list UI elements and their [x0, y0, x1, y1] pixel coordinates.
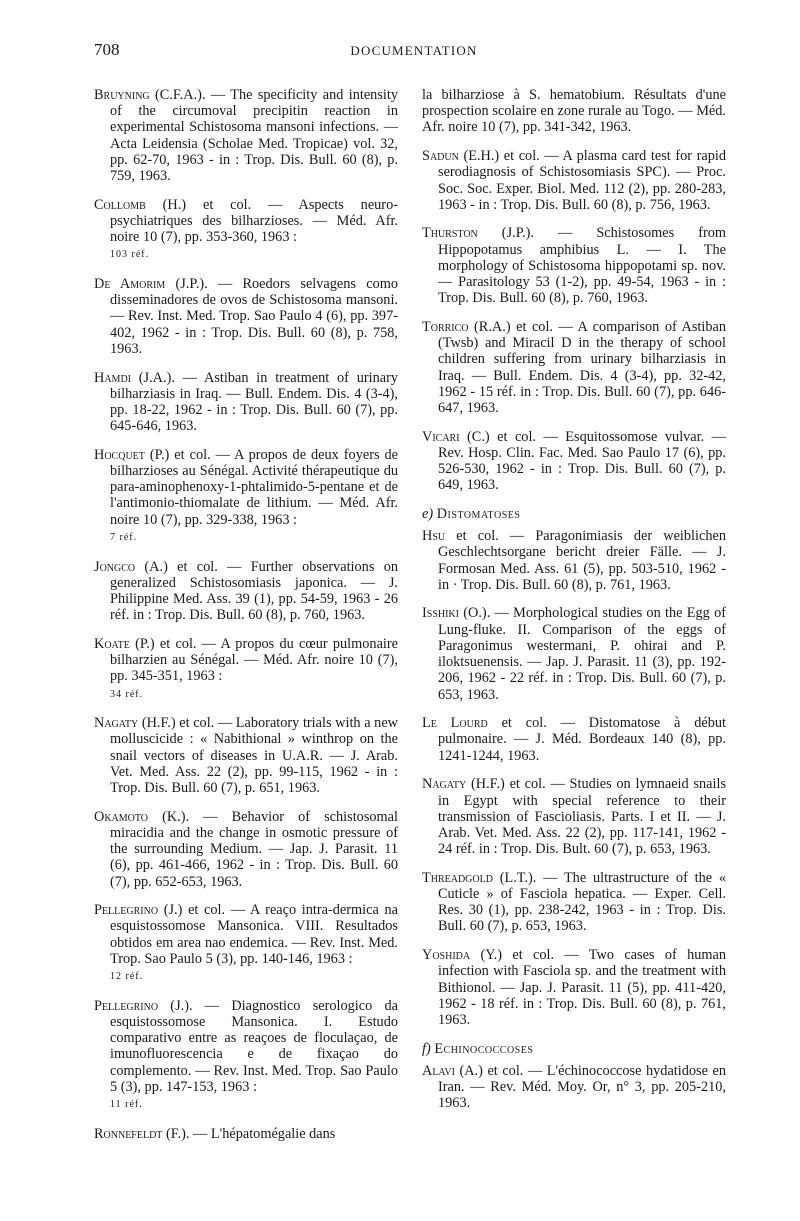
page-header [94, 40, 734, 66]
bibliography-entry [422, 319, 726, 416]
entry-author: Vicari (C.) [422, 428, 490, 445]
entry-author: Torrico (R.A.) [422, 318, 511, 335]
entry-ref-count: 34 réf. [110, 688, 144, 700]
entry-text: — The ultrastructure of the « Cuticle » of Fasciola hepatica. — Exper. Cell. Res. 30 (1), pp. 238-242, 1963 - in : Trop. Dis. Bull. 60 (7), p. 653, 1963. [438, 869, 726, 935]
section-letter: f) [422, 1040, 431, 1057]
entry-text: et col. — Distomatose à début pulmonaire. — J. Méd. Bordeaux 140 (8), pp. 1241-1244, 1963. [438, 715, 727, 764]
entry-author: Yoshida (Y.) [422, 947, 503, 964]
bibliography-entry [94, 809, 398, 890]
entry-text: et col. — A propos de deux foyers de bilharzioses au Sénégal. Activité thérapeutique du para-aminophenoxy-1-phtalimido-5-pentane et de l'antimonio-thiomalate de lithium. — Méd. Afr. noire 10 (7), pp. 329-338, 1963 : [110, 446, 398, 528]
entry-author: Threadgold (L.T.). [422, 869, 537, 886]
left-column [94, 87, 398, 1154]
entry-text: et col. — A plasma card test for rapid serodiagnosis of Schistosomiasis SPC). — Proc. Soc. Soc. Exper. Biol. Med. 112 (2), pp. 280-283, 1963 - in : Trop. Dis. Bull. 60 (8), p. 756, 1963. [438, 148, 726, 213]
entry-ref-count: 12 réf. [110, 971, 144, 983]
entry-text: et col. — Paragonimiasis der weiblichen Geschlechtsorgane bericht dreier Fälle. — J. Formosan Med. Ass. 61 (5), pp. 503-510, 1962 - in · Trop. Dis. Bull. 60 (8), p. 761, 1963. [438, 528, 726, 593]
bibliography-entry [94, 902, 398, 985]
entry-author: Hsu [422, 528, 446, 545]
section-title: Echinococcoses [434, 1040, 534, 1057]
bibliography-entry [94, 370, 398, 435]
bibliography-entry [422, 1063, 726, 1112]
right-column [422, 87, 726, 1124]
entry-text: et col. — Laboratory trials with a new molluscicide : « Nabithional » winthrop on the snail vectors of diseases in U.A.R. — J. Arab. Vet. Med. Ass. 22 (2), pp. 99-115, 1962 - in : Trop. Dis. Bull. 60 (7), p. 651, 1963. [110, 715, 398, 797]
entry-text: et col. — A propos du cœur pulmonaire bilharzien au Sénégal. — Méd. Afr. noire 10 (7), pp. 345-351, 1963 : [110, 635, 398, 685]
entry-author: Koate (P.) [94, 635, 155, 652]
bibliography-entry [94, 1126, 398, 1142]
bibliography-entry [94, 559, 398, 624]
page-number: 708 [94, 40, 120, 59]
entry-text: et col. — Aspects neuro-psychiatriques des bilharzioses. — Méd. Afr. noire 10 (7), pp. 353-360, 1963 : [110, 196, 398, 246]
bibliography-entry [422, 947, 726, 1028]
entry-author: Collomb (H.) [94, 196, 187, 213]
entry-author: Alavi (A.) [422, 1062, 483, 1079]
bibliography-entry [94, 87, 398, 184]
continued-entry: la bilharziose à S. hematobium. Résultats d'une prospection scolaire en zone rurale au Togo. — Méd. Afr. noire 10 (7), pp. 341-342, 1963. [422, 87, 726, 136]
bibliography-entry [94, 197, 398, 264]
bibliography-entry [94, 276, 398, 357]
entry-author: Le Lourd [422, 715, 488, 732]
entry-text: — The specificity and intensity of the circumoval precipitin reaction in experimental Schistosoma mansoni infections. — Acta Leidensia (Scholae Med. Tropicae) vol. 32, pp. 62-70, 1963 - in : Trop. Dis. Bull. 60 (8), p. 759, 1963. [110, 87, 398, 185]
entry-ref-count: 11 réf. [110, 1098, 143, 1110]
bibliography-entry [422, 429, 726, 494]
entry-author: Nagaty (H.F.) [422, 776, 505, 793]
entry-text: et col. — Further observations on generalized Schistosomiasis japonica. — J. Philippine Med. Ass. 39 (1), pp. 54-59, 1963 - 26 réf. in : Trop. Dis. Bull. 60 (8), p. 760, 1963. [110, 558, 398, 624]
bibliography-entry [422, 776, 726, 857]
entry-author: Okamoto (K.). [94, 808, 190, 825]
entry-author: De Amorim (J.P.). [94, 276, 208, 293]
entry-text: et col. — L'échinococcose hydatidose en Iran. — Rev. Méd. Moy. Or, n° 3, pp. 205-210, 1963. [438, 1062, 726, 1112]
entry-text: — L'hépatomégalie dans [189, 1125, 336, 1142]
entry-text: et col. — A reaço intra-dermica na esquistossomose Mansonica. VIII. Resultados obtidos em area nao endemica. — Rev. Inst. Med. Trop. Sao Paulo 5 (3), pp. 140-146, 1963 : [110, 902, 398, 967]
entry-text: — Diagnostico serologico da esquistossomose Mansonica. I. Estudo comparativo entre as reaçoes de floculaçao, de imunofluorescencia e de fixaçao do complemento. — Rev. Inst. Med. Trop. Sao Paulo 5 (3), pp. 147-153, 1963 : [110, 997, 399, 1095]
entry-author: Hocquet (P.) [94, 446, 170, 463]
entry-text: — Schistosomes from Hippopotamus amphibius L. — I. The morphology of Schistosoma hippopotami sp. nov. — Parasitology 53 (1-2), pp. 49-54, 1963 - in : Trop. Dis. Bull. 60 (8), p. 760, 1963. [438, 225, 726, 307]
bibliography-entry [94, 998, 398, 1113]
bibliography-entry [422, 715, 726, 764]
entry-author: Pellegrino (J.) [94, 902, 183, 919]
bibliography-entry [422, 605, 726, 702]
bibliography-entry [94, 636, 398, 703]
bibliography-entry [94, 715, 398, 796]
entry-author: Hamdi (J.A.). [94, 369, 175, 386]
bibliography-entry [422, 870, 726, 935]
bibliography-entry [422, 148, 726, 213]
bibliography-entry [422, 528, 726, 593]
entry-text: — Astiban in treatment of urinary bilharziasis in Iraq. — Bull. Endem. Dis. 4 (3-4), pp. 18-22, 1962 - in : Trop. Dis. Bull. 60 (7), pp. 645-646, 1963. [110, 369, 398, 435]
bibliography-entry [94, 447, 398, 546]
section-title: Distomatoses [436, 505, 521, 522]
entry-text: — Roedors selvagens como disseminadores de ovos de Schistosoma mansoni. — Rev. Inst. Med. Trop. Sao Paulo 4 (6), pp. 397-402, 1962 - in : Trop. Dis. Bull. 60 (8), p. 758, 1963. [110, 276, 399, 357]
entry-ref-count: 103 réf. [110, 249, 150, 261]
section-heading-distomatoses [422, 506, 726, 522]
entry-author: Sadun (E.H.) [422, 148, 500, 165]
entry-text: — Morphological studies on the Egg of Lung-fluke. II. Comparison of the eggs of Paragonimus westermani, P. ohirai and P. iloktsuenensis. — Jap. J. Parasit. 11 (3), pp. 192-206, 1962 - 22 réf. in : Trop. Dis. Bull. 60 (7), p. 653, 1963. [438, 605, 726, 703]
entry-ref-count: 7 réf. [110, 531, 138, 543]
section-letter: e) [422, 505, 434, 522]
entry-author: Pellegrino (J.). [94, 997, 193, 1014]
entry-author: Isshiki (O.). [422, 605, 491, 622]
entry-author: Bruyning (C.F.A.). [94, 87, 206, 103]
entry-author: Thurston (J.P.). [422, 225, 534, 242]
entry-author: Jongco (A.) [94, 558, 168, 575]
section-heading-echinococcoses [422, 1041, 726, 1057]
entry-text: et col. — Two cases of human infection with Fasciola sp. and the treatment with Bithionol. — Jap. J. Parasit. 11 (5), pp. 411-420, 1962 - 18 réf. in : Trop. Dis. Bull. 60 (8), p. 761, 1963. [438, 947, 726, 1028]
running-head: DOCUMENTATION [350, 43, 478, 58]
entry-text: et col. — Studies on lymnaeid snails in Egypt with special reference to their transmission of Fascioliasis. Parts. I et II. — J. Arab. Vet. Med. Ass. 22 (2), pp. 117-141, 1962 - 24 réf. in : Trop. Dis. Bult. 60 (7), p. 653, 1963. [438, 776, 727, 858]
entry-text: et col. — Esquitossomose vulvar. — Rev. Hosp. Clin. Fac. Med. Sao Paulo 17 (6), pp. 526-530, 1962 - in : Trop. Dis. Bull. 60 (7), p. 649, 1963. [438, 428, 726, 494]
entry-text: et col. — A comparison of Astiban (Twsb) and Miracil D in the therapy of school children suffering from urinary bilharziasis in Iraq. — Bull. Endem. Dis. 4 (3-4), pp. 32-42, 1962 - 15 réf. in : Trop. Dis. Bull. 60 (7), pp. 646-647, 1963. [438, 318, 726, 416]
bibliography-entry [422, 225, 726, 306]
entry-text: — Behavior of schistosomal miracidia and the change in osmotic pressure of the surrounding Medium. — Jap. J. Parasit. 11 (6), pp. 461-466, 1962 - in : Trop. Dis. Bull. 60 (7), pp. 652-653, 1963. [110, 808, 398, 890]
entry-author: Nagaty (H.F.) [94, 715, 176, 732]
entry-author: Ronnefeldt (F.). [94, 1125, 190, 1142]
